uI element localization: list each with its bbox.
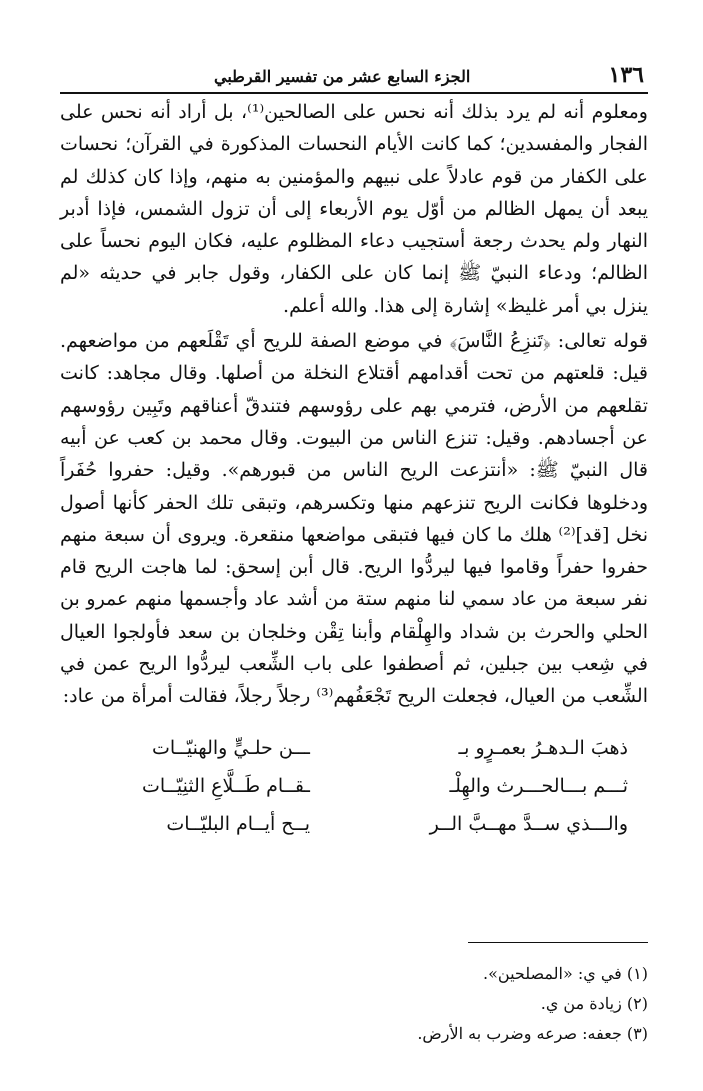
body-text [60, 96, 648, 713]
footnote: (٢) زيادة من ي. [540, 994, 648, 1013]
verse-first-hemistich: ذهبَ الـدهـرُ بعمـرٍو بـ [458, 736, 628, 759]
verse-first-hemistich: والـــذي ســدَّ مهــبَّ الــر [429, 812, 628, 835]
paragraph: قوله تعالى: ﴿تَنزِعُ النَّاسَ﴾ في موضع الصفة للريح أي تَقْلَعهم من مواضعهم. قيل: قلعتهم من تحت أقدامهم أقتلاع النخلة من أصلها. وقال مجاهد: كانت تقلعهم من الأرض، فترمي بهم على رؤوسهم فتندقّ أعناقهم وتَبِين رؤوسهم عن أجسادهم. وقيل: تنزع الناس من البيوت. وقال محمد بن كعب عن أبيه قال النبيّ ﷺ: «أنتزعت الريح الناس من قبورهم». وقيل: حفروا حُفَراً ودخلوها فكانت الريح تنزعهم منها وتكسرهم، وتبقى تلك الحفر كأنها أصول نخل [قد]⁽²⁾ هلك ما كان فيها فتبقى مواضعها منقعرة. ويروى أن سبعة منهم حفروا حفراً وقاموا فيها ليردُّوا الريح. قال أبن إسحق: لما هاجت الريح قام نفر سبعة من عاد سمي لنا منهم ستة من أشد عاد وأجسمها منهم عمرو بن الحلي والحرث بن شداد والهِلْقام وأبنا تِقْن وخلجان بن سعد فأولجوا العيال في شِعب بين جبلين، ثم أصطفوا على باب الشِّعب ليردُّوا الريح عمن في الشِّعب من العيال، فجعلت الريح تَجْعَفُهم⁽³⁾ رجلاً رجلاً، فقالت أمرأة من عاد: [60, 330, 648, 708]
page-number: ١٣٦ [608, 62, 644, 88]
footnote-divider [468, 942, 648, 943]
verse-second-hemistich: يــح أيــام البليّــات [166, 812, 310, 835]
footnote: (١) في ي: «المصلحين». [483, 964, 648, 983]
poem [60, 729, 648, 843]
verse-line [80, 767, 628, 805]
verse-line [80, 729, 628, 767]
footnote: (٣) جعفه: صرعه وضرب به الأرض. [417, 1024, 648, 1043]
verse-second-hemistich: ـقــام طَــلَّاعِ الثنِيّــات [142, 774, 310, 797]
verse-first-hemistich: ثـــم بـــالحـــرث والهِلْـ [449, 774, 628, 797]
footnotes [60, 942, 648, 1049]
paragraph: ومعلوم أنه لم يرد بذلك أنه نحس على الصالحين⁽¹⁾، بل أراد أنه نحس على الفجار والمفسدين؛ كما كانت الأيام النحسات المذكورة في القرآن؛ نحسات على الكفار من قوم عادلاً على نبيهم والمؤمنين به منهم، وإذا كان كذلك لم يبعد أن يمهل الظالم من أوّل يوم الأربعاء إلى أن تزول الشمس، فإذا أدبر النهار ولم يحدث رجعة أستجيب دعاء المظلوم عليه، فكان اليوم نحساً على الظالم؛ ودعاء النبيّ ﷺ إنما كان على الكفار، وقول جابر في حديثه «لم ينزل بي أمر غليظ» إشارة إلى هذا. والله أعلم. [60, 101, 648, 317]
running-title: الجزء السابع عشر من تفسير القرطبي [214, 67, 471, 86]
page-header [60, 62, 648, 94]
verse-second-hemistich: ـــن حلـيٍّ والهنيّــات [152, 736, 310, 759]
verse-line [80, 805, 628, 843]
book-page [60, 62, 648, 1043]
